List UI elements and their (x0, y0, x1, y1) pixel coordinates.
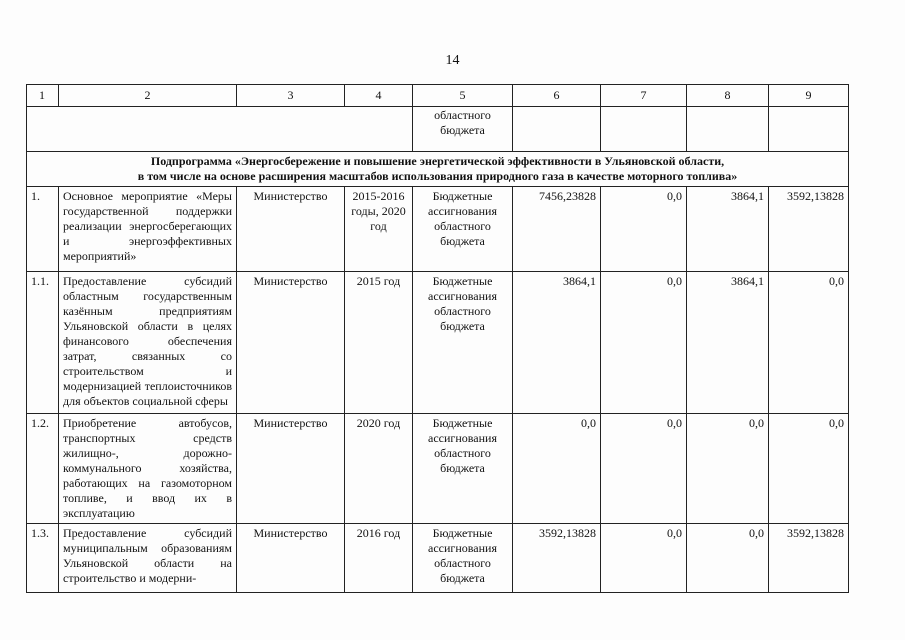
page-number: 14 (445, 53, 460, 68)
col-header-5: 5 (413, 85, 513, 107)
row-description: Основное мероприятие «Меры государственной поддержки реализации энергосберегающих и энергоэффективных мероприятий» (59, 187, 237, 272)
row-number: 1. (27, 187, 59, 272)
row-value-6: 3864,1 (513, 272, 601, 414)
row-term: 2015 год (345, 272, 413, 414)
row-value-9: 3592,13828 (769, 187, 849, 272)
column-header-row (27, 85, 849, 107)
row-funding-source: Бюджетные ассигнования областного бюджета (413, 524, 513, 593)
row-value-7: 0,0 (601, 414, 687, 524)
row-executor: Министерство (237, 187, 345, 272)
continuation-cell-8 (687, 107, 769, 152)
row-description: Предоставление субсидий областным государственным казённым предприятиям Ульяновской области в целях финансового обеспечения затрат, связанных со строительством и модернизацией теплоисточников для объектов социальной сферы (59, 272, 237, 414)
table-row (27, 187, 849, 272)
row-value-8: 3864,1 (687, 187, 769, 272)
row-executor: Министерство (237, 524, 345, 593)
row-value-7: 0,0 (601, 524, 687, 593)
continuation-cell-7 (601, 107, 687, 152)
row-value-9: 0,0 (769, 414, 849, 524)
col-header-1: 1 (27, 85, 59, 107)
col-header-9: 9 (769, 85, 849, 107)
row-description: Приобретение автобусов, транспортных средств жилищно-, дорожно-коммунального хозяйства, работающих на газомоторном топливе, и ввод их в эксплуатацию (59, 414, 237, 524)
row-executor: Министерство (237, 414, 345, 524)
row-value-7: 0,0 (601, 272, 687, 414)
row-number: 1.3. (27, 524, 59, 593)
row-term: 2016 год (345, 524, 413, 593)
row-value-6: 3592,13828 (513, 524, 601, 593)
table-row (27, 524, 849, 593)
continuation-cell-6 (513, 107, 601, 152)
col-header-4: 4 (345, 85, 413, 107)
row-value-8: 0,0 (687, 524, 769, 593)
row-value-8: 3864,1 (687, 272, 769, 414)
subprogram-title-line-2: в том числе на основе расширения масштабов использования природного газа в качестве моторного топлива» (137, 169, 738, 183)
row-value-6: 7456,23828 (513, 187, 601, 272)
row-funding-source: Бюджетные ассигнования областного бюджета (413, 414, 513, 524)
continuation-source: областного бюджета (413, 107, 513, 152)
subprogram-title (27, 152, 849, 187)
subprogram-row (27, 152, 849, 187)
row-number: 1.2. (27, 414, 59, 524)
row-number: 1.1. (27, 272, 59, 414)
row-funding-source: Бюджетные ассигнования областного бюджета (413, 272, 513, 414)
row-executor: Министерство (237, 272, 345, 414)
row-description: Предоставление субсидий муниципальным образованиям Ульяновской области на строительство и модерни- (59, 524, 237, 593)
row-funding-source: Бюджетные ассигнования областного бюджета (413, 187, 513, 272)
subprogram-title-line-1: Подпрограмма «Энергосбережение и повышение энергетической эффективности в Ульяновской области, (150, 154, 725, 168)
col-header-2: 2 (59, 85, 237, 107)
col-header-6: 6 (513, 85, 601, 107)
continuation-cell-9 (769, 107, 849, 152)
col-header-8: 8 (687, 85, 769, 107)
row-value-9: 3592,13828 (769, 524, 849, 593)
table-row (27, 272, 849, 414)
continuation-empty-cell (27, 107, 413, 152)
row-value-9: 0,0 (769, 272, 849, 414)
continuation-row (27, 107, 849, 152)
row-term: 2020 год (345, 414, 413, 524)
col-header-7: 7 (601, 85, 687, 107)
row-value-7: 0,0 (601, 187, 687, 272)
budget-table (26, 84, 849, 593)
row-term: 2015-2016 годы, 2020 год (345, 187, 413, 272)
col-header-3: 3 (237, 85, 345, 107)
row-value-8: 0,0 (687, 414, 769, 524)
table-row (27, 414, 849, 524)
row-value-6: 0,0 (513, 414, 601, 524)
